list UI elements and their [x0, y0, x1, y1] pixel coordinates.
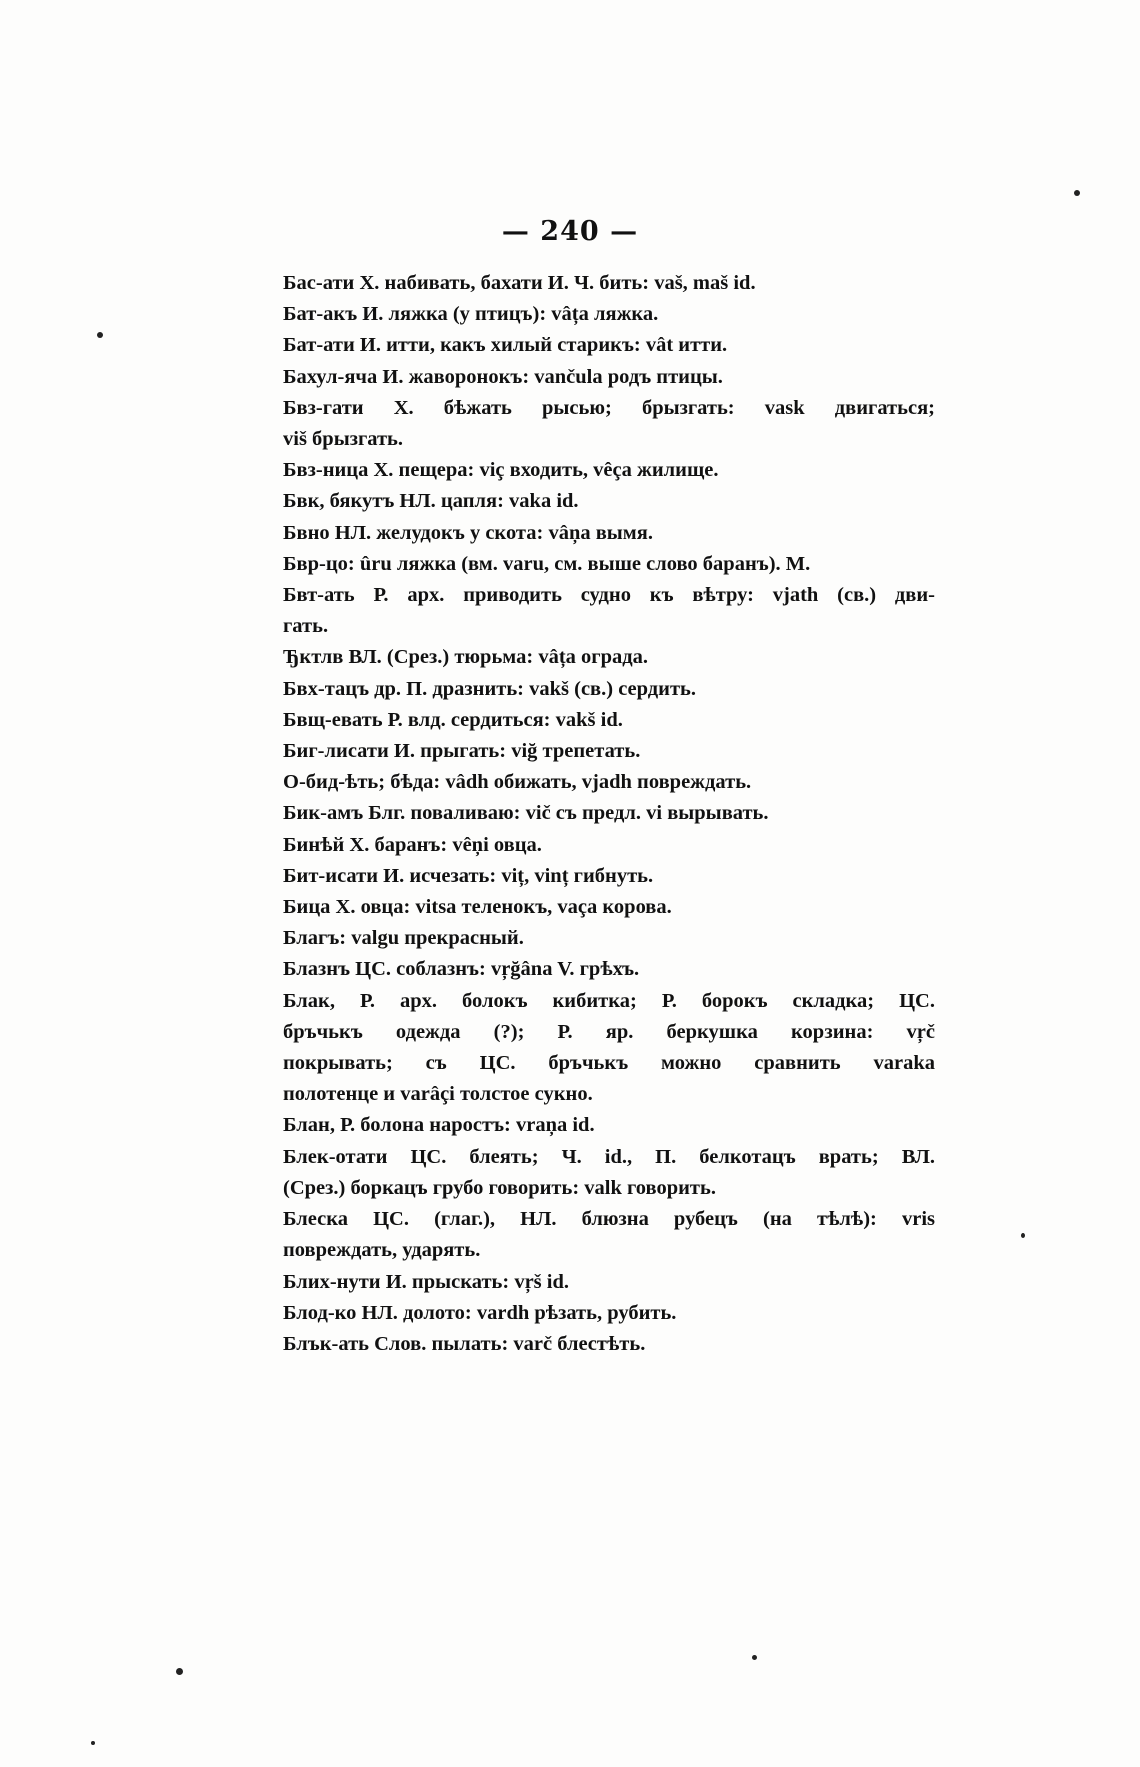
print-speck	[752, 1655, 757, 1660]
dictionary-entry	[283, 1204, 935, 1266]
entry-line: Блеска ЦС. (глаг.), НЛ. блюзна рубецъ (на тѣлѣ): vris	[283, 1208, 935, 1231]
entry-line: повреждать, ударять.	[283, 1239, 481, 1262]
entry-line: Блан, Р. болона наростъ: vraņa id.	[283, 1114, 595, 1137]
entry-line: Блод-ко НЛ. долото: vardh рѣзать, рубить.	[283, 1301, 677, 1324]
print-speck	[1021, 1233, 1025, 1238]
dictionary-entry	[283, 736, 935, 767]
entry-line: Бат-акъ И. ляжка (у птицъ): vâța ляжка.	[283, 303, 659, 326]
entry-line: Блек-отати ЦС. блеять; Ч. id., П. белкотацъ врать; ВЛ.	[283, 1145, 935, 1168]
entry-line: Бица Х. овца: vitsa теленокъ, vaça корова.	[283, 896, 672, 919]
entry-line: Ђктлв ВЛ. (Срез.) тюрьма: vâța ограда.	[283, 646, 648, 669]
entry-line: viš брызгать.	[283, 428, 404, 451]
dictionary-entry	[283, 580, 935, 642]
dictionary-entry	[283, 1267, 935, 1298]
dictionary-entry	[283, 642, 935, 673]
entry-line: Бвк, бякутъ НЛ. цапля: vaka id.	[283, 490, 579, 513]
print-speck	[91, 1741, 95, 1745]
entry-line: Бвз-гати Х. бѣжать рысью; брызгать: vask двигаться;	[283, 396, 935, 419]
entry-line: Блак, Р. арх. болокъ кибитка; Р. борокъ складка; ЦС.	[283, 989, 935, 1012]
dictionary-entry	[283, 767, 935, 798]
entry-line: О-бид-ѣть; бѣда: vâdh обижать, vjadh повреждать.	[283, 771, 752, 794]
entry-line: полотенце и varâçi толстое сукно.	[283, 1083, 593, 1106]
entry-line: Бик-амъ Блг. поваливаю: vič съ предл. vi вырывать.	[283, 802, 769, 825]
dictionary-entries	[283, 268, 935, 1360]
entry-line: Бвх-тацъ др. П. дразнить: vakš (св.) сердить.	[283, 677, 696, 700]
entry-line: Бвщ-евать Р. влд. сердиться: vakš id.	[283, 708, 623, 731]
dictionary-entry	[283, 549, 935, 580]
page-number: — 240 —	[501, 216, 639, 247]
dictionary-entry	[283, 861, 935, 892]
dictionary-entry	[283, 393, 935, 455]
dictionary-entry	[283, 1298, 935, 1329]
entry-line: Бвр-цо: ûru ляжка (вм. varu, см. выше слово баранъ). М.	[283, 552, 811, 575]
entry-line: Блазнъ ЦС. соблазнъ: vŗğâna V. грѣхъ.	[283, 958, 640, 981]
dictionary-entry	[283, 1110, 935, 1141]
dictionary-entry	[283, 923, 935, 954]
dictionary-entry	[283, 892, 935, 923]
dictionary-entry	[283, 362, 935, 393]
entry-line: бръчькъ одежда (?); Р. яр. беркушка корзина: vŗč	[283, 1020, 935, 1043]
entry-line: Бинѣй Х. баранъ: vêņi овца.	[283, 833, 542, 856]
dictionary-entry	[283, 486, 935, 517]
dictionary-entry	[283, 518, 935, 549]
entry-line: Бвт-ать Р. арх. приводить судно къ вѣтру: vjath (св.) дви-	[283, 584, 935, 607]
print-speck	[176, 1668, 183, 1675]
entry-line: Бит-исати И. исчезать: viț, vinț гибнуть.	[283, 864, 654, 887]
entry-line: Блих-нути И. прыскать: vŗš id.	[283, 1270, 570, 1293]
dictionary-entry	[283, 830, 935, 861]
dictionary-entry	[283, 954, 935, 985]
entry-line: Блък-ать Слов. пылать: varč блестѣть.	[283, 1332, 646, 1355]
dictionary-entry	[283, 674, 935, 705]
print-speck	[97, 332, 103, 338]
dictionary-entry	[283, 299, 935, 330]
entry-line: Бас-ати Х. набивать, бахати И. Ч. бить: vaš, maš id.	[283, 272, 756, 294]
entry-line: Благъ: valgu прекрасный.	[283, 927, 524, 950]
dictionary-entry	[283, 455, 935, 486]
entry-line: Биг-лисати И. прыгать: viğ трепетать.	[283, 740, 641, 763]
entry-line: (Срез.) боркацъ грубо говорить: valk говорить.	[283, 1176, 716, 1199]
dictionary-entry	[283, 1142, 935, 1204]
dictionary-entry	[283, 268, 935, 299]
dictionary-entry	[283, 705, 935, 736]
dictionary-entry	[283, 330, 935, 361]
entry-line: Бахул-яча И. жаворонокъ: vančula родъ птицы.	[283, 365, 723, 388]
entry-line: Бвно НЛ. желудокъ у скота: vâņa вымя.	[283, 521, 653, 544]
entry-line: Бат-ати И. итти, какъ хилый старикъ: vât итти.	[283, 334, 728, 357]
entry-line: покрывать; съ ЦС. бръчькъ можно сравнить varaka	[283, 1052, 935, 1075]
dictionary-entry	[283, 1329, 935, 1360]
entry-line: гать.	[283, 615, 329, 638]
print-speck	[1074, 190, 1080, 196]
dictionary-entry	[283, 986, 935, 1111]
entry-line: Бвз-ница Х. пещера: viç входить, vêça жилище.	[283, 459, 719, 482]
dictionary-entry	[283, 798, 935, 829]
